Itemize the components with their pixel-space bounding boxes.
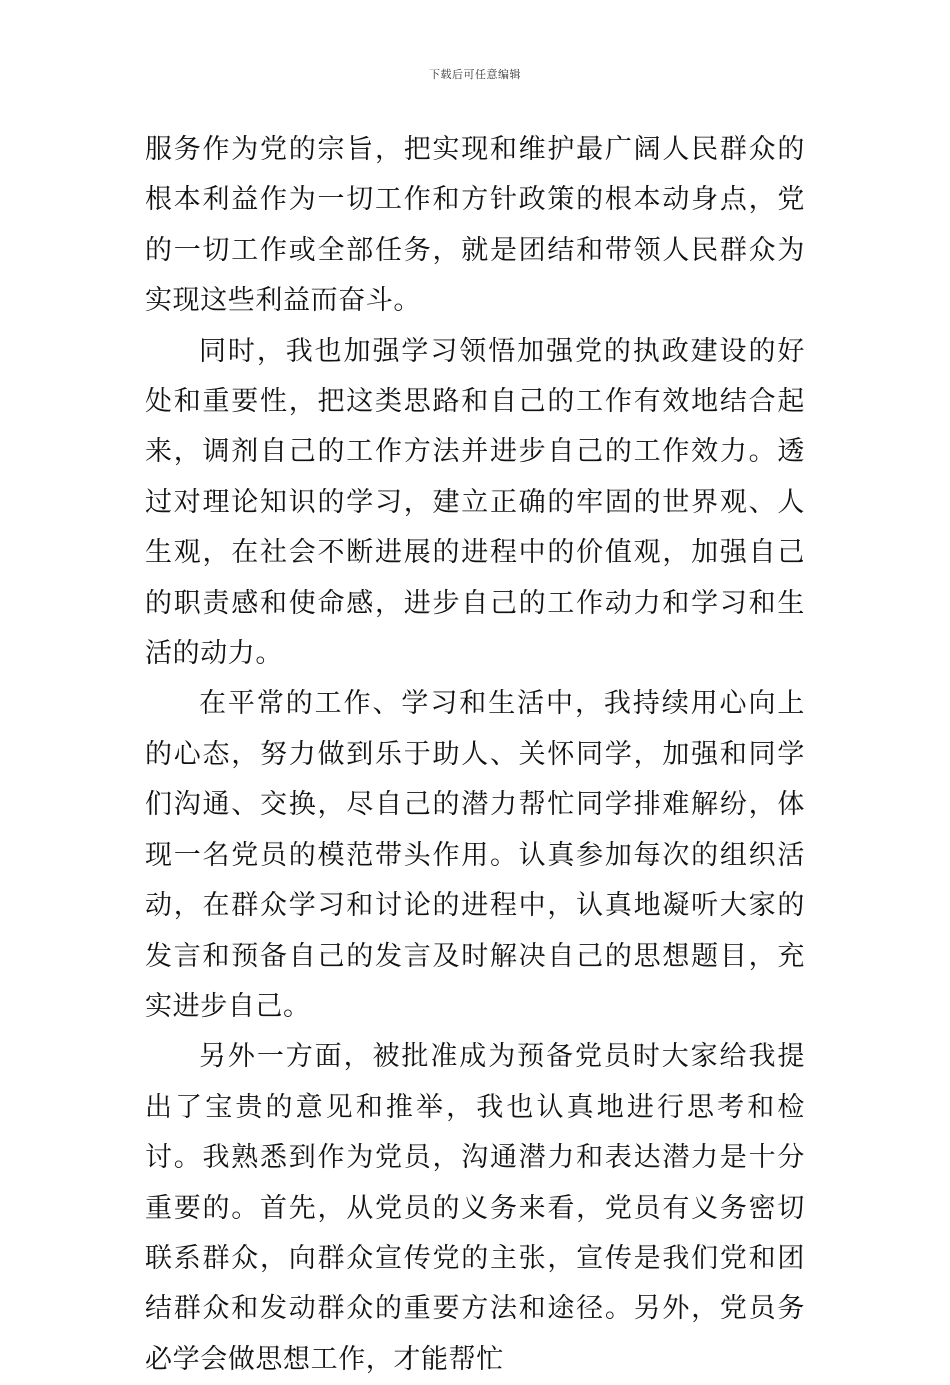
document-body (145, 125, 805, 1385)
paragraph: 另外一方面，被批准成为预备党员时大家给我提出了宝贵的意见和推举，我也认真地进行思考和检讨。我熟悉到作为党员，沟通潜力和表达潜力是十分重要的。首先，从党员的义务来看，党员有义务密切联系群众，向群众宣传党的主张，宣传是我们党和团结群众和发动群众的重要方法和途径。另外，党员务必学会做思想工作，才能帮忙 (145, 1041, 805, 1375)
paragraph-continuation: 服务作为党的宗旨，把实现和维护最广阔人民群众的根本利益作为一切工作和方针政策的根本动身点，党的一切工作或全部任务，就是团结和带领人民群众为实现这些利益而奋斗。 (145, 134, 805, 317)
page-header: 下载后可任意编辑 (429, 68, 521, 81)
paragraph: 同时，我也加强学习领悟加强党的执政建设的好处和重要性，把这类思路和自己的工作有效地结合起来，调剂自己的工作方法并进步自己的工作效力。透过对理论知识的学习，建立正确的牢固的世界观、人生观，在社会不断进展的进程中的价值观，加强自己的职责感和使命感，进步自己的工作动力和学习和生活的动力。 (145, 335, 805, 670)
paragraph: 在平常的工作、学习和生活中，我持续用心向上的心态，努力做到乐于助人、关怀同学，加强和同学们沟通、交换，尽自己的潜力帮忙同学排难解纷，体现一名党员的模范带头作用。认真参加每次的组织活动，在群众学习和讨论的进程中，认真地凝听大家的发言和预备自己的发言及时解决自己的思想题目，充实进步自己。 (145, 688, 805, 1022)
